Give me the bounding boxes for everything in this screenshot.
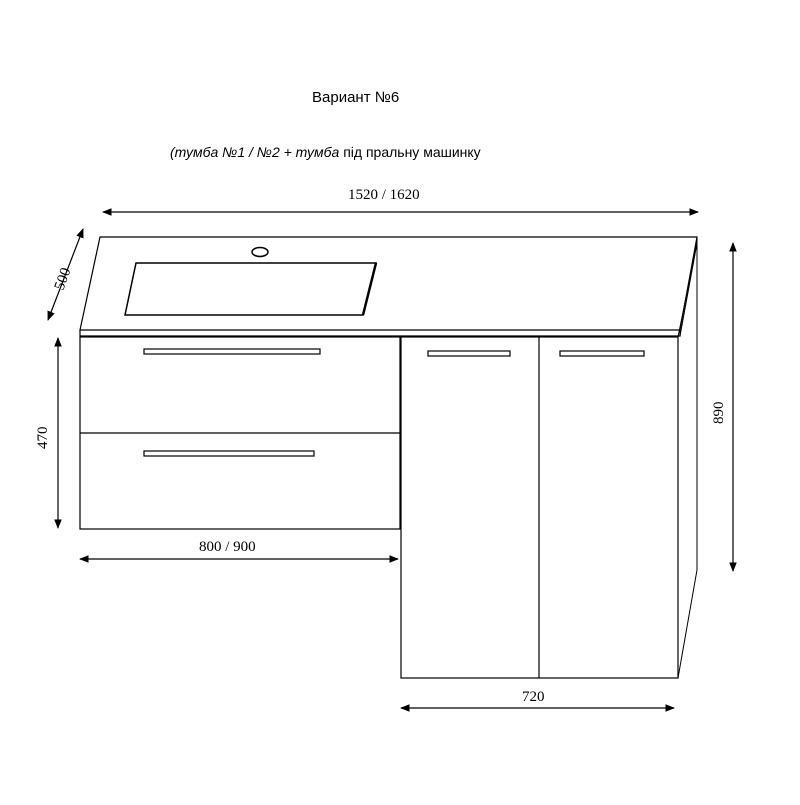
dim-total-width: 1520 / 1620 <box>348 187 420 203</box>
drawer-handle-bottom <box>144 451 314 456</box>
dim-drawer-height: 470 <box>35 426 51 449</box>
faucet-hole-icon <box>252 248 268 257</box>
dim-drawer-unit-width: 800 / 900 <box>199 539 256 555</box>
subtitle-italic: (тумба №1 / №2 + тумба <box>170 144 340 160</box>
drawer-handle-top <box>144 349 320 354</box>
page-subtitle <box>170 144 481 160</box>
drawer-unit <box>80 337 400 529</box>
tall-unit <box>401 243 697 678</box>
door-handle-left <box>428 351 510 356</box>
dim-tall-unit-width: 720 <box>522 689 545 705</box>
door-handle-right <box>560 351 644 356</box>
dim-depth: 500 <box>51 265 75 293</box>
page-title: Вариант №6 <box>312 89 400 106</box>
dimension-lines <box>48 212 733 708</box>
countertop <box>80 237 697 336</box>
subtitle-regular: під пральну машинку <box>343 144 481 160</box>
dim-total-height: 890 <box>711 401 727 424</box>
basin <box>125 248 376 316</box>
